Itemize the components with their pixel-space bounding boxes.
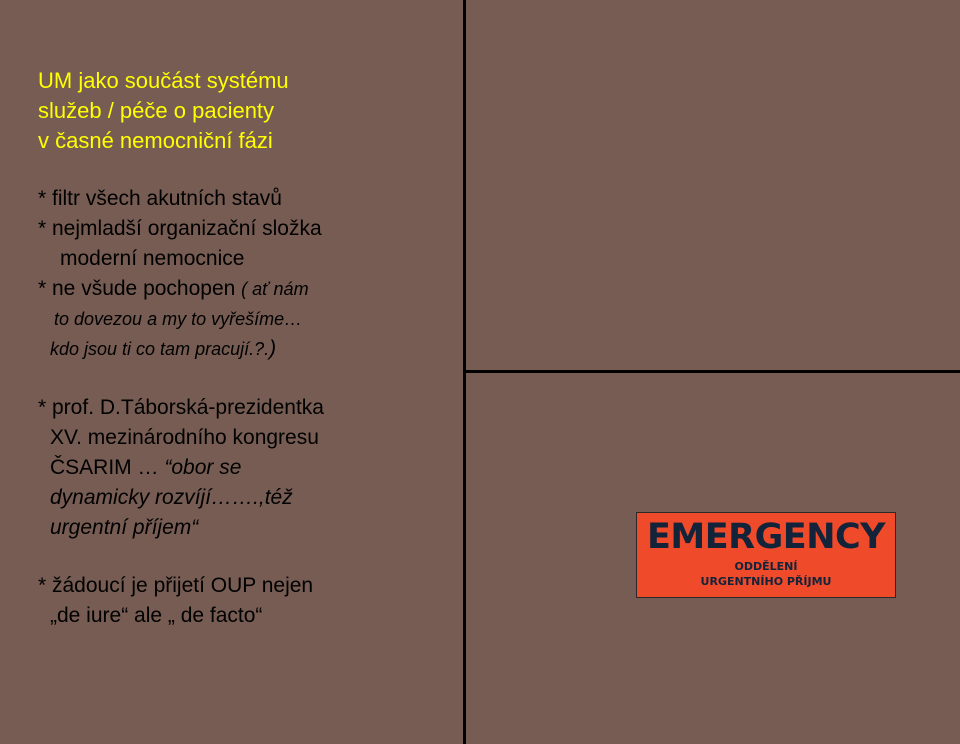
bullet-line: XV. mezinárodního kongresu <box>50 426 319 449</box>
bullet-line: urgentní příjem“ <box>50 516 199 539</box>
bullet-line: * prof. D.Táborská-prezidentka <box>38 396 324 419</box>
bullet-line: * filtr všech akutních stavů <box>38 187 282 210</box>
bullet-line: dynamicky rozvíjí…….,též <box>50 486 293 509</box>
bullet-note-line <box>38 334 322 364</box>
slide-title <box>38 66 289 156</box>
bullet-block-3 <box>38 571 313 631</box>
bullet-text: * ne všude pochopen <box>38 277 242 300</box>
bullet-quote: “obor se <box>164 456 242 479</box>
bullet-line <box>38 453 324 483</box>
title-line: služeb / péče o pacienty <box>38 98 275 123</box>
bullet-line: „de iure“ ale „ de facto“ <box>50 604 263 627</box>
bullet-line: * nejmladší organizační složka <box>38 217 322 240</box>
bullet-text: ČSARIM … <box>50 456 165 479</box>
bullet-note-paren: ) <box>269 337 277 360</box>
bullet-line: moderní nemocnice <box>60 247 245 270</box>
bullet-line <box>38 274 322 304</box>
bullet-block-2 <box>38 393 324 543</box>
title-line: UM jako součást systému <box>38 68 289 93</box>
title-line: v časné nemocniční fázi <box>38 128 273 153</box>
sign-subtitle: ODDĚLENÍ <box>734 560 798 573</box>
horizontal-divider <box>466 370 960 373</box>
bullet-note: ( ať nám <box>241 279 309 299</box>
bullet-note-line: to dovezou a my to vyřešíme… <box>54 309 303 329</box>
bullet-line: * žádoucí je přijetí OUP nejen <box>38 574 314 597</box>
bullet-note: kdo jsou ti co tam pracují.?. <box>50 339 270 359</box>
sign-subtitle: URGENTNÍHO PŘÍJMU <box>700 575 832 588</box>
bullet-block-1 <box>38 184 322 364</box>
emergency-sign <box>636 512 896 598</box>
sign-title: EMERGENCY <box>646 517 886 557</box>
